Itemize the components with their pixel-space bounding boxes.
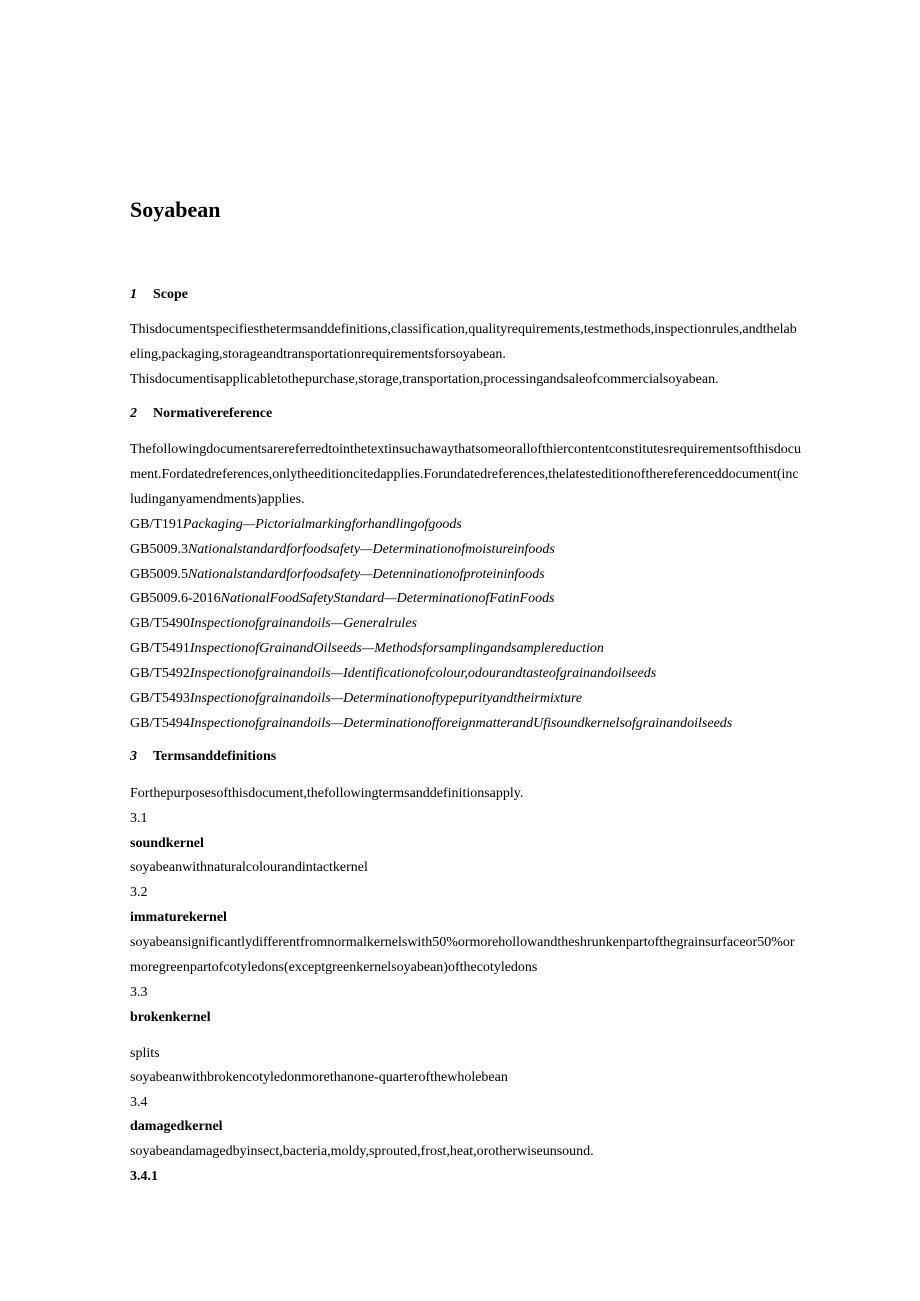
reference-item <box>130 640 604 658</box>
section-heading-normative-reference <box>130 406 272 422</box>
term-name: soundkernel <box>130 836 204 851</box>
subclause-number: 3.4.1 <box>130 1169 158 1184</box>
paragraph-line: ment.Fordatedreferences,onlytheeditioncitedapplies.Forundatedreferences,thelatesteditionofthereferenceddocument(inc <box>130 467 799 482</box>
paragraph-line: eling,packaging,storageandtransportationrequirementsforsoyabean. <box>130 347 506 362</box>
term-definition: soyabeandamagedbyinsect,bacteria,moldy,sprouted,frost,heat,orotherwiseunsound. <box>130 1144 594 1159</box>
reference-title: Nationalstandardforfoodsafety—Detenninationofproteininfoods <box>187 567 545 582</box>
section-title: Normativereference <box>153 406 273 421</box>
reference-item <box>130 590 555 608</box>
term-number: 3.4 <box>130 1095 148 1110</box>
term-number: 3.3 <box>130 985 148 1000</box>
term-definition: soyabeanwithbrokencotyledonmorethanone-quarterofthewholebean <box>130 1070 508 1085</box>
reference-item <box>130 690 582 708</box>
reference-code: GB5009.6-2016 <box>130 591 221 606</box>
section-heading-scope <box>130 287 188 303</box>
reference-title: InspectionofGrainandOilseeds—Methodsforsamplingandsamplereduction <box>189 641 604 656</box>
term-definition: moregreenpartofcotyledons(exceptgreenkernelsoyabean)ofthecotyledons <box>130 960 538 975</box>
term-alt-name: splits <box>130 1046 160 1061</box>
reference-title: Inspectionofgrainandoils—DeterminationofforeignmatterandUfisoundkernelsofgrainandoilseeds <box>189 716 733 731</box>
reference-item <box>130 566 545 584</box>
reference-code: GB/T5491 <box>130 641 190 656</box>
section-number: 1 <box>130 287 137 302</box>
reference-item <box>130 516 462 534</box>
reference-code: GB5009.5 <box>130 567 188 582</box>
reference-code: GB/T5492 <box>130 666 190 681</box>
reference-title: Inspectionofgrainandoils—Generalrules <box>189 616 417 631</box>
section-intro: Forthepurposesofthisdocument,thefollowingtermsanddefinitionsapply. <box>130 786 524 801</box>
term-name: brokenkernel <box>130 1010 211 1025</box>
section-number: 3 <box>130 749 137 764</box>
paragraph-line: Thisdocumentisapplicabletothepurchase,storage,transportation,processingandsaleofcommercialsoyabean. <box>130 372 719 387</box>
reference-item <box>130 665 656 683</box>
term-name: damagedkernel <box>130 1119 223 1134</box>
term-definition: soyabeanwithnaturalcolourandintactkernel <box>130 860 368 875</box>
reference-code: GB/T191 <box>130 517 183 532</box>
section-title: Termsanddefinitions <box>153 749 277 764</box>
section-number: 2 <box>130 406 137 421</box>
term-number: 3.2 <box>130 885 148 900</box>
reference-code: GB/T5494 <box>130 716 190 731</box>
paragraph-line: ludinganyamendments)applies. <box>130 492 305 507</box>
reference-item <box>130 615 417 633</box>
reference-item <box>130 715 732 733</box>
document-title: Soyabean <box>130 197 221 222</box>
term-definition: soyabeansignificantlydifferentfromnormalkernelswith50%ormorehollowandtheshrunkenpartofthegrainsurfaceor50%or <box>130 935 795 950</box>
reference-code: GB/T5490 <box>130 616 190 631</box>
section-title: Scope <box>153 287 188 302</box>
reference-title: Inspectionofgrainandoils—Identificationofcolour,odourandtasteofgrainandoilseeds <box>189 666 657 681</box>
paragraph-line: Thefollowingdocumentsarereferredtointhetextinsuchawaythatsomeorallofthiercontentconstitutesrequirementsofthisdocu <box>130 442 802 457</box>
term-name: immaturekernel <box>130 910 227 925</box>
term-number: 3.1 <box>130 811 148 826</box>
reference-title: Inspectionofgrainandoils—Determinationoftypepurityandtheirmixture <box>189 691 583 706</box>
reference-title: Packaging—Pictorialmarkingforhandlingofgoods <box>182 517 462 532</box>
reference-item <box>130 541 555 559</box>
paragraph-line: Thisdocumentspecifiesthetermsanddefinitions,classification,qualityrequirements,testmethods,inspectionrules,andthelab <box>130 322 797 337</box>
reference-title: NationalFoodSafetyStandard—DeterminationofFatinFoods <box>220 591 555 606</box>
reference-code: GB/T5493 <box>130 691 190 706</box>
reference-code: GB5009.3 <box>130 542 188 557</box>
section-heading-terms-and-definitions <box>130 749 276 765</box>
reference-title: Nationalstandardforfoodsafety—Determinationofmoistureinfoods <box>187 542 555 557</box>
